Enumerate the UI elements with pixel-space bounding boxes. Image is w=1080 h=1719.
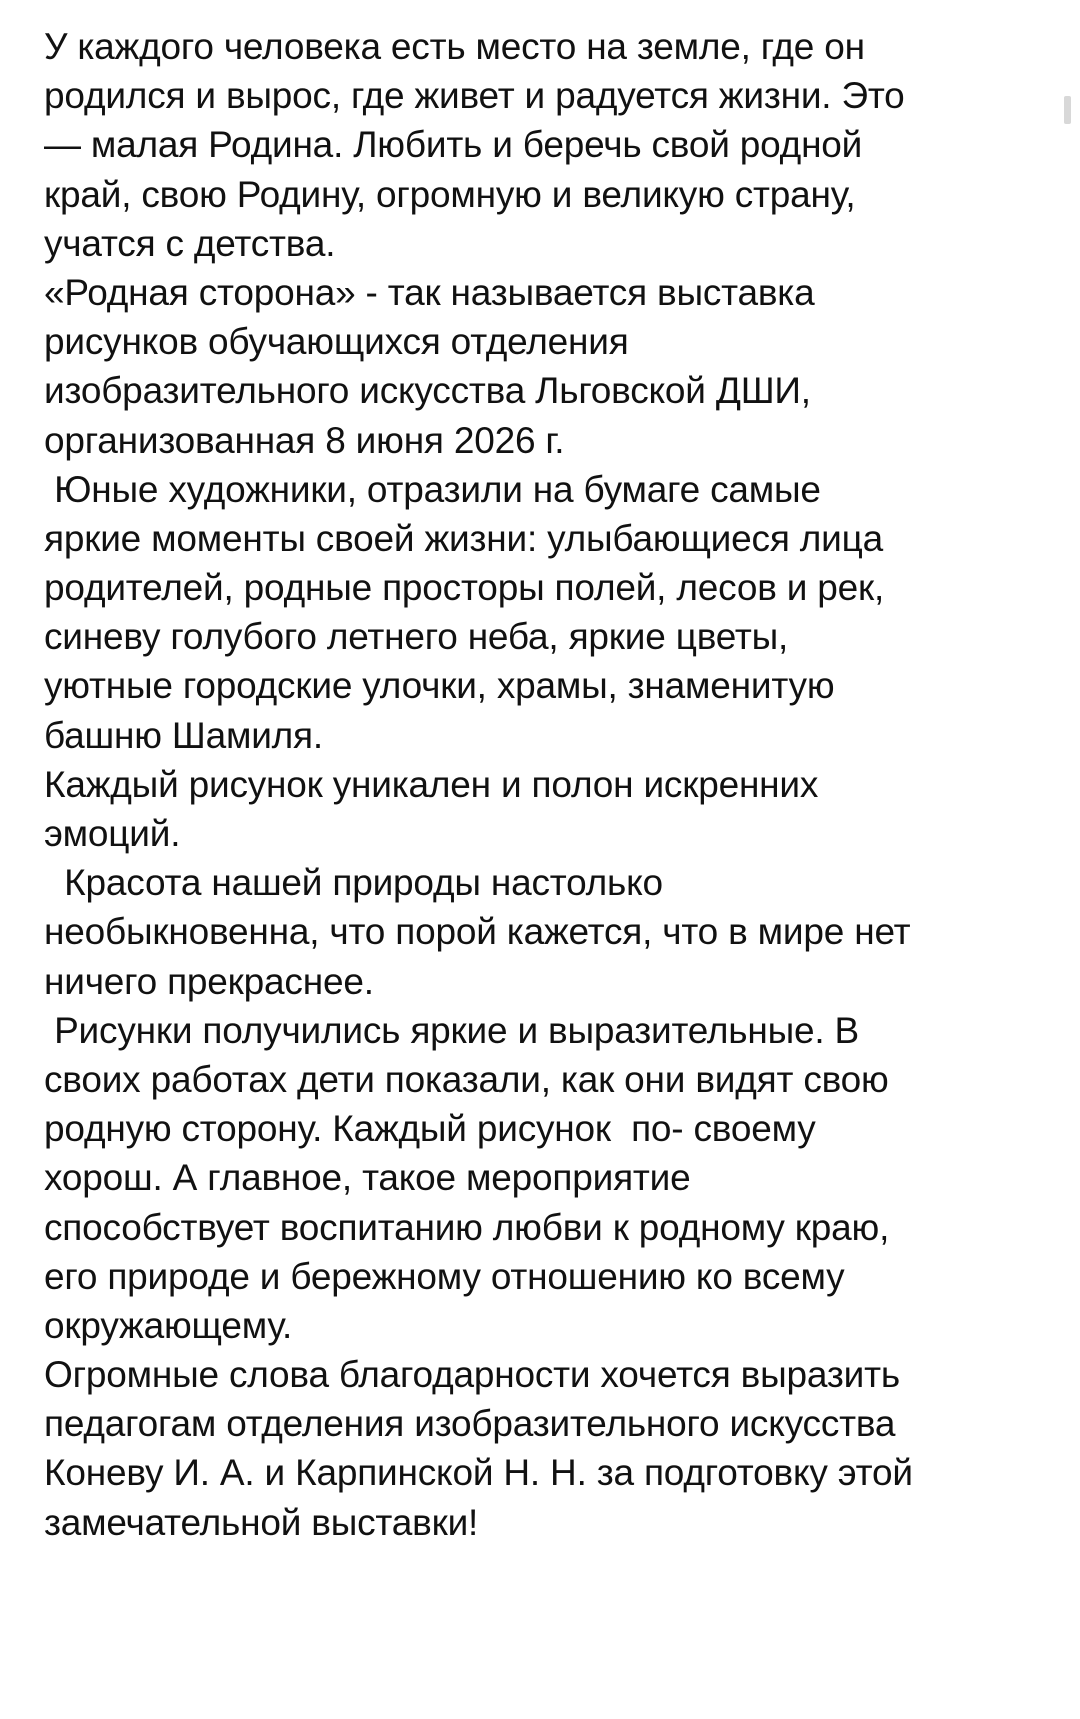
post-line: Юные художники, отразили на бумаге самые — [44, 468, 821, 510]
post-line: родился и вырос, где живет и радуется жизни. Это — [44, 75, 905, 117]
post-line: ничего прекраснее. — [44, 960, 374, 1002]
post-line: замечательной выставки! — [44, 1501, 479, 1543]
post-line: Коневу И. А. и Карпинской Н. Н. за подготовку этой — [44, 1452, 913, 1494]
post-line: учатся с детства. — [44, 222, 336, 264]
post-line: «Родная сторона» - так называется выставка — [44, 271, 815, 313]
post-line: педагогам отделения изобразительного искусства — [44, 1403, 896, 1445]
post-line: синеву голубого летнего неба, яркие цветы, — [44, 616, 789, 658]
post-line: хорош. А главное, такое мероприятие — [44, 1157, 691, 1199]
post-line: рисунков обучающихся отделения — [44, 321, 629, 363]
post-line: Каждый рисунок уникален и полон искренних — [44, 763, 819, 805]
post-line: окружающему. — [44, 1304, 293, 1346]
post-line: родителей, родные просторы полей, лесов и рек, — [44, 567, 885, 609]
post-text — [44, 22, 1044, 1547]
post-line: Рисунки получились яркие и выразительные. В — [44, 1009, 860, 1051]
post-line: необыкновенна, что порой кажется, что в мире нет — [44, 911, 911, 953]
post-line: — малая Родина. Любить и беречь свой родной — [44, 124, 863, 166]
post-line: его природе и бережному отношению ко всему — [44, 1255, 845, 1297]
post-line: эмоций. — [44, 813, 181, 854]
post-line: родную сторону. Каждый рисунок по- своему — [44, 1108, 816, 1150]
post-line: Огромные слова благодарности хочется выразить — [44, 1354, 900, 1396]
post-line: У каждого человека есть место на земле, где он — [44, 26, 865, 67]
post-line: способствует воспитанию любви к родному краю, — [44, 1206, 890, 1248]
post-line: уютные городские улочки, храмы, знаменитую — [44, 665, 835, 707]
post-line: край, свою Родину, огромную и великую страну, — [44, 173, 856, 215]
post-line: своих работах дети показали, как они видят свою — [44, 1058, 889, 1100]
post-line: изобразительного искусства Льговской ДШИ, — [44, 370, 811, 412]
scrollbar-thumb[interactable] — [1064, 96, 1071, 124]
post-line: Красота нашей природы настолько — [44, 862, 663, 904]
post-line: организованная 8 июня 2026 г. — [44, 419, 565, 461]
post-line: яркие моменты своей жизни: улыбающиеся лица — [44, 517, 883, 559]
post-line: башню Шамиля. — [44, 714, 323, 756]
